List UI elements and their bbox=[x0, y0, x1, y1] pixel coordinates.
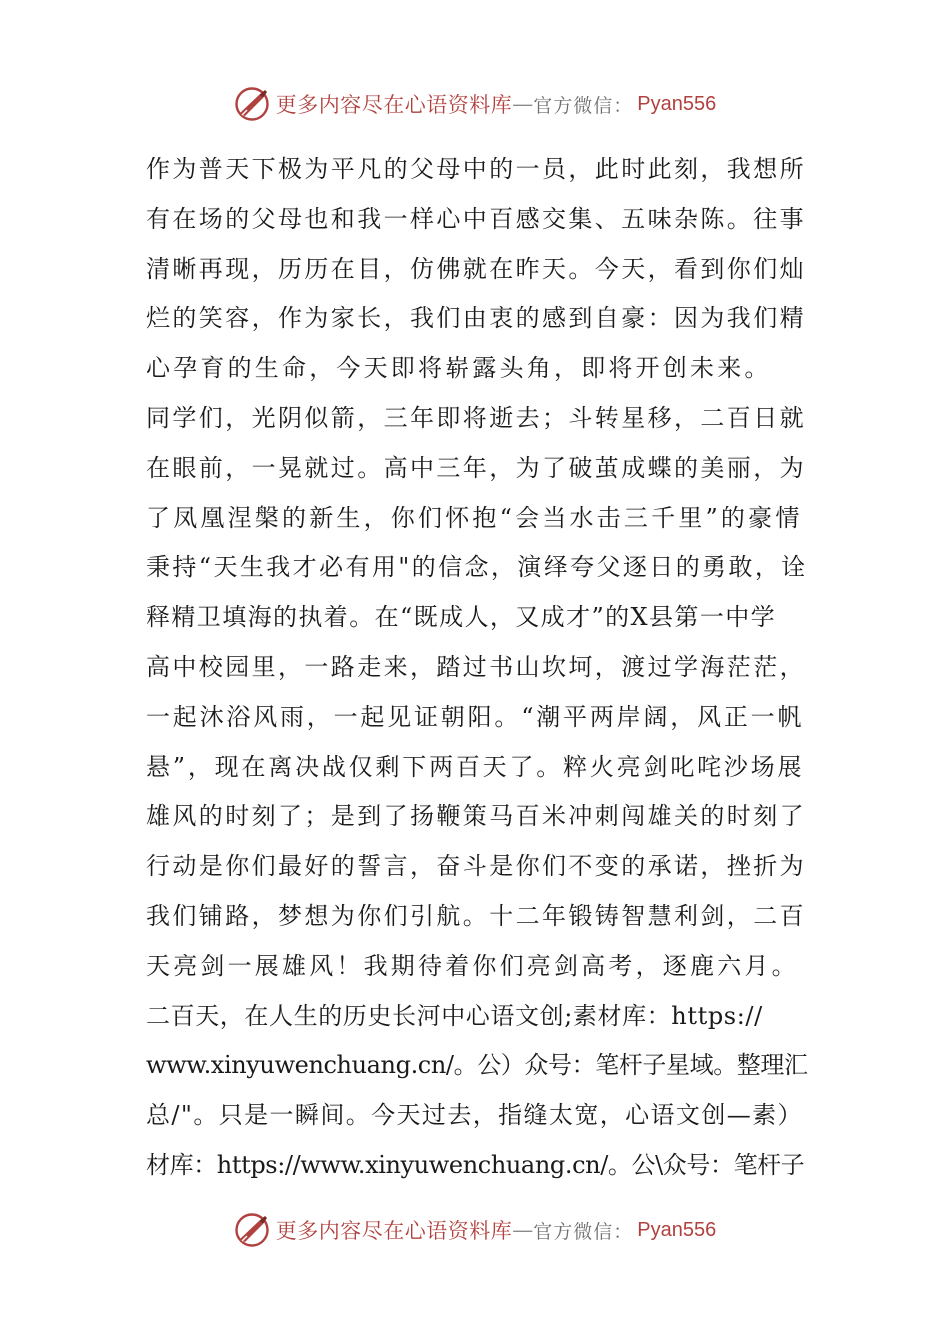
text-line: 了凤凰涅槃的新生，你们怀抱“会当水击三千里”的豪情 bbox=[146, 503, 803, 532]
text-line: 雄风的时刻了；是到了扬鞭策马百米冲刺闯雄关的时刻了 bbox=[146, 802, 806, 831]
banner-account: Pyan556 bbox=[637, 92, 717, 115]
banner-dash: — bbox=[512, 1218, 534, 1242]
text-line: 同学们，光阴似箭，三年即将逝去；斗转星移，二百日就 bbox=[146, 403, 806, 432]
footer-banner bbox=[0, 1208, 950, 1252]
banner-dash: — bbox=[512, 92, 534, 116]
banner-account: Pyan556 bbox=[637, 1218, 717, 1241]
text-line: 材库：https://www.xinyuwenchuang.cn/。公\众号：笔杆子 bbox=[146, 1150, 805, 1179]
text-line: 秉持“天生我才必有用"的信念，演绎夸父逐日的勇敢，诠 bbox=[146, 553, 808, 582]
text-line: 行动是你们最好的誓言，奋斗是你们不变的承诺，挫折为 bbox=[146, 852, 806, 881]
text-line: 我们铺路，梦想为你们引航。十二年锻铸智慧利剑，二百 bbox=[146, 901, 806, 930]
text-line: 有在场的父母也和我一样心中百感交集、五味杂陈。往事 bbox=[146, 204, 806, 233]
header-banner bbox=[0, 82, 950, 126]
text-line: 心孕育的生命，今天即将崭露头角，即将开创未来。 bbox=[146, 354, 772, 383]
text-line: 总/"。只是一瞬间。今天过去，指缝太宽，心语文创—素） bbox=[146, 1101, 803, 1130]
text-line: 天亮剑一展雄风！我期待着你们亮剑高考，逐鹿六月。 bbox=[146, 951, 799, 980]
pen-logo-icon bbox=[234, 1212, 270, 1248]
text-line: 高中校园里，一路走来，踏过书山坎坷，渡过学海茫茫， bbox=[146, 652, 806, 681]
text-line: 烂的笑容，作为家长，我们由衷的感到自豪：因为我们精 bbox=[146, 304, 806, 333]
text-line: 在眼前，一晃就过。高中三年，为了破茧成蝶的美丽，为 bbox=[146, 453, 806, 482]
text-line: www.xinyuwenchuang.cn/。公）众号：笔杆子星域。整理汇 bbox=[146, 1051, 808, 1080]
text-line: 释精卫填海的执着。在“既成人，又成才”的X县第一中学 bbox=[146, 603, 777, 632]
banner-label: 官方微信： bbox=[533, 1220, 634, 1243]
banner-slogan: 更多内容尽在心语资料库 bbox=[275, 93, 513, 117]
text-line: 悬”，现在离决战仅剩下两百天了。粹火亮剑叱咤沙场展 bbox=[146, 752, 805, 781]
document-body bbox=[146, 145, 808, 1191]
banner-slogan: 更多内容尽在心语资料库 bbox=[275, 1219, 513, 1243]
text-line: 作为普天下极为平凡的父母中的一员，此时此刻，我想所 bbox=[146, 155, 806, 183]
text-line: 二百天，在人生的历史长河中心语文创;素材库：https:// bbox=[146, 1001, 763, 1030]
text-line: 清晰再现，历历在目，仿佛就在昨天。今天，看到你们灿 bbox=[146, 254, 806, 283]
pen-logo-icon bbox=[234, 86, 270, 122]
banner-label: 官方微信： bbox=[533, 94, 634, 117]
text-line: 一起沐浴风雨，一起见证朝阳。“潮平两岸阔，风正一帆 bbox=[146, 702, 805, 731]
